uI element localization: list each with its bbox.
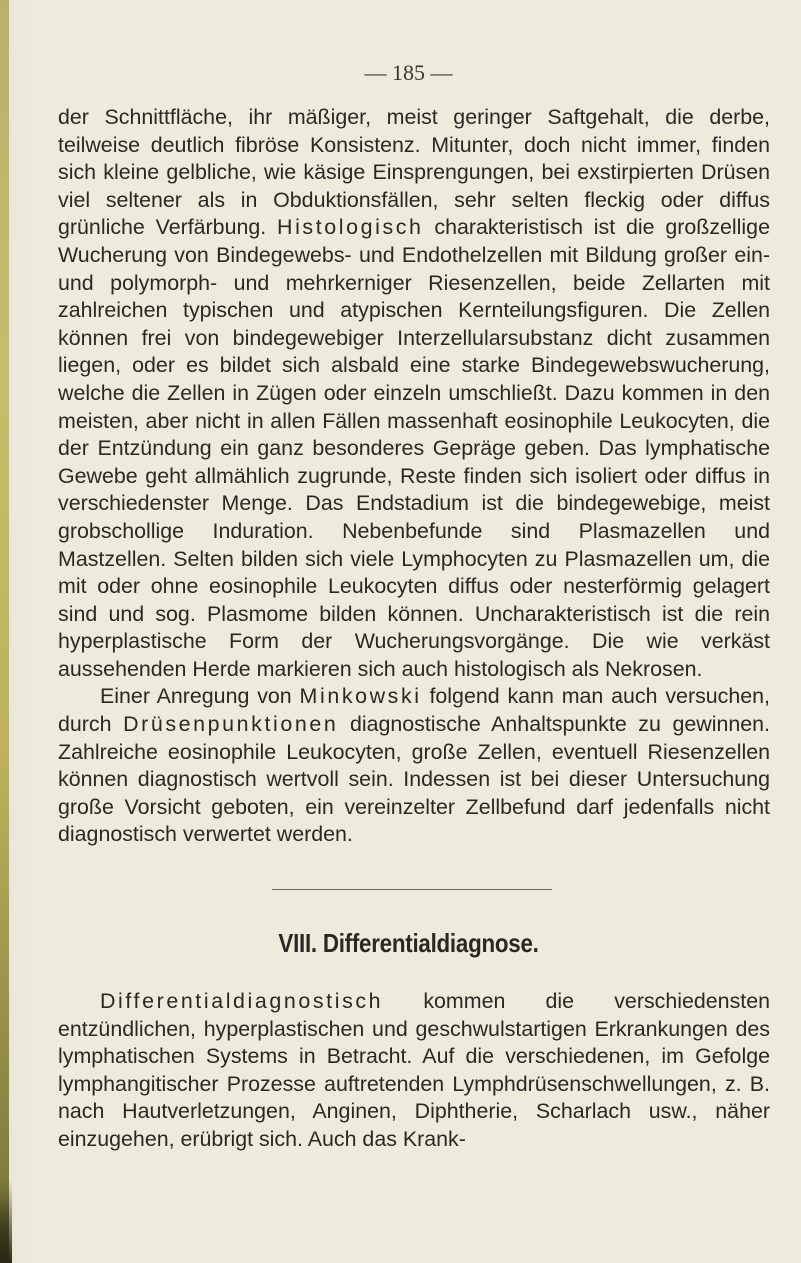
section-text <box>58 988 770 1154</box>
section-heading: VIII. Differentialdiagnose. <box>278 928 539 958</box>
paragraph-text: der Schnittfläche, ihr mäßiger, meist geringer Saftgehalt, die derbe, teilweise deutlich fibröse Konsistenz. Mitunter, doch nicht immer, finden sich kleine gelbliche, wie käsige Einsprengungen, bei exstirpierten Drüsen viel seltener als in Obduktionsfällen, sehr selten fleckig oder diffus grünliche Verfärbung. <box>58 105 770 240</box>
emphasis-differentialdiagnostisch: Differentialdiagnostisch <box>100 989 384 1013</box>
emphasis-histologisch: Histologisch <box>277 215 424 240</box>
book-binding-shadow <box>0 1180 12 1263</box>
paragraph-text: charakteristisch ist die großzellige Wucherung von Bindegewebs- und Endothelzellen mit Bildung großer ein- und polymorph- und mehrkerniger Riesenzellen, beide Zellarten mit zahlreichen typischen und atypischen Kernteilungsfiguren. Die Zellen können frei von bindegewebiger Interzellularsubstanz dicht zusammen liegen, oder es bildet sich alsbald eine starke Bindegewebswucherung, welche die Zellen in Zügen oder einzeln umschließt. Dazu kommen in den meisten, aber nicht in allen Fällen massenhaft eosinophile Leukocyten, die der Entzündung ein ganz besonderes Gepräge geben. Das lymphatische Gewebe geht allmählich zugrunde, Reste finden sich isoliert oder diffus in verschiedenster Menge. Das Endstadium ist die bindegewebige, meist grobschollige Induration. Nebenbefunde sind Plasmazellen und Mastzellen. Selten bilden sich viele Lymphocyten zu Plasmazellen um, die mit oder ohne eosinophile Leukocyten diffus oder nesterförmig gelagert sind und sog. Plasmome bilden können. Uncharakteristisch ist die rein hyperplastische Form der Wucherungsvorgänge. Die wie verkäst aussehenden Herde markieren sich auch histologisch als Nekrosen. <box>58 215 770 681</box>
emphasis-druesenpunktionen: Drüsenpunktionen <box>123 712 339 737</box>
paragraph-punction <box>58 683 770 849</box>
paragraph-text: Einer Anregung von <box>100 684 292 709</box>
page-number: — 185 — <box>364 60 453 85</box>
paragraph-differential <box>58 988 770 1154</box>
paragraph-text: diagnostische Anhaltspunkte zu gewinnen. Zahlreiche eosinophile Leukocyten, große Zellen, eventuell Riesenzellen können diagnostisch wertvoll sein. Indessen ist bei dieser Untersuchung große Vorsicht geboten, ein vereinzelter Zellbefund darf jedenfalls nicht diagnostisch verwertet werden. <box>58 712 770 847</box>
paragraph-histology <box>58 104 770 683</box>
paragraph-text: kommen die verschiedensten entzündlichen, hyperplastischen und geschwulstartigen Erkrankungen des lymphatischen Systems in Betracht. Auf die verschiedenen, im Gefolge lymphangitischer Prozesse auftretenden Lymphdrüsenschwellungen, z. B. nach Hautverletzungen, Anginen, Diphtherie, Scharlach usw., näher einzugehen, erübrigt sich. Auch das Krank- <box>58 989 770 1151</box>
paragraph-text: folgend kann man auch versuchen, durch <box>58 684 770 737</box>
emphasis-author-name: Minkowski <box>299 684 422 709</box>
section-divider <box>272 889 552 890</box>
book-binding-edge <box>0 0 9 1263</box>
body-text <box>58 104 770 849</box>
